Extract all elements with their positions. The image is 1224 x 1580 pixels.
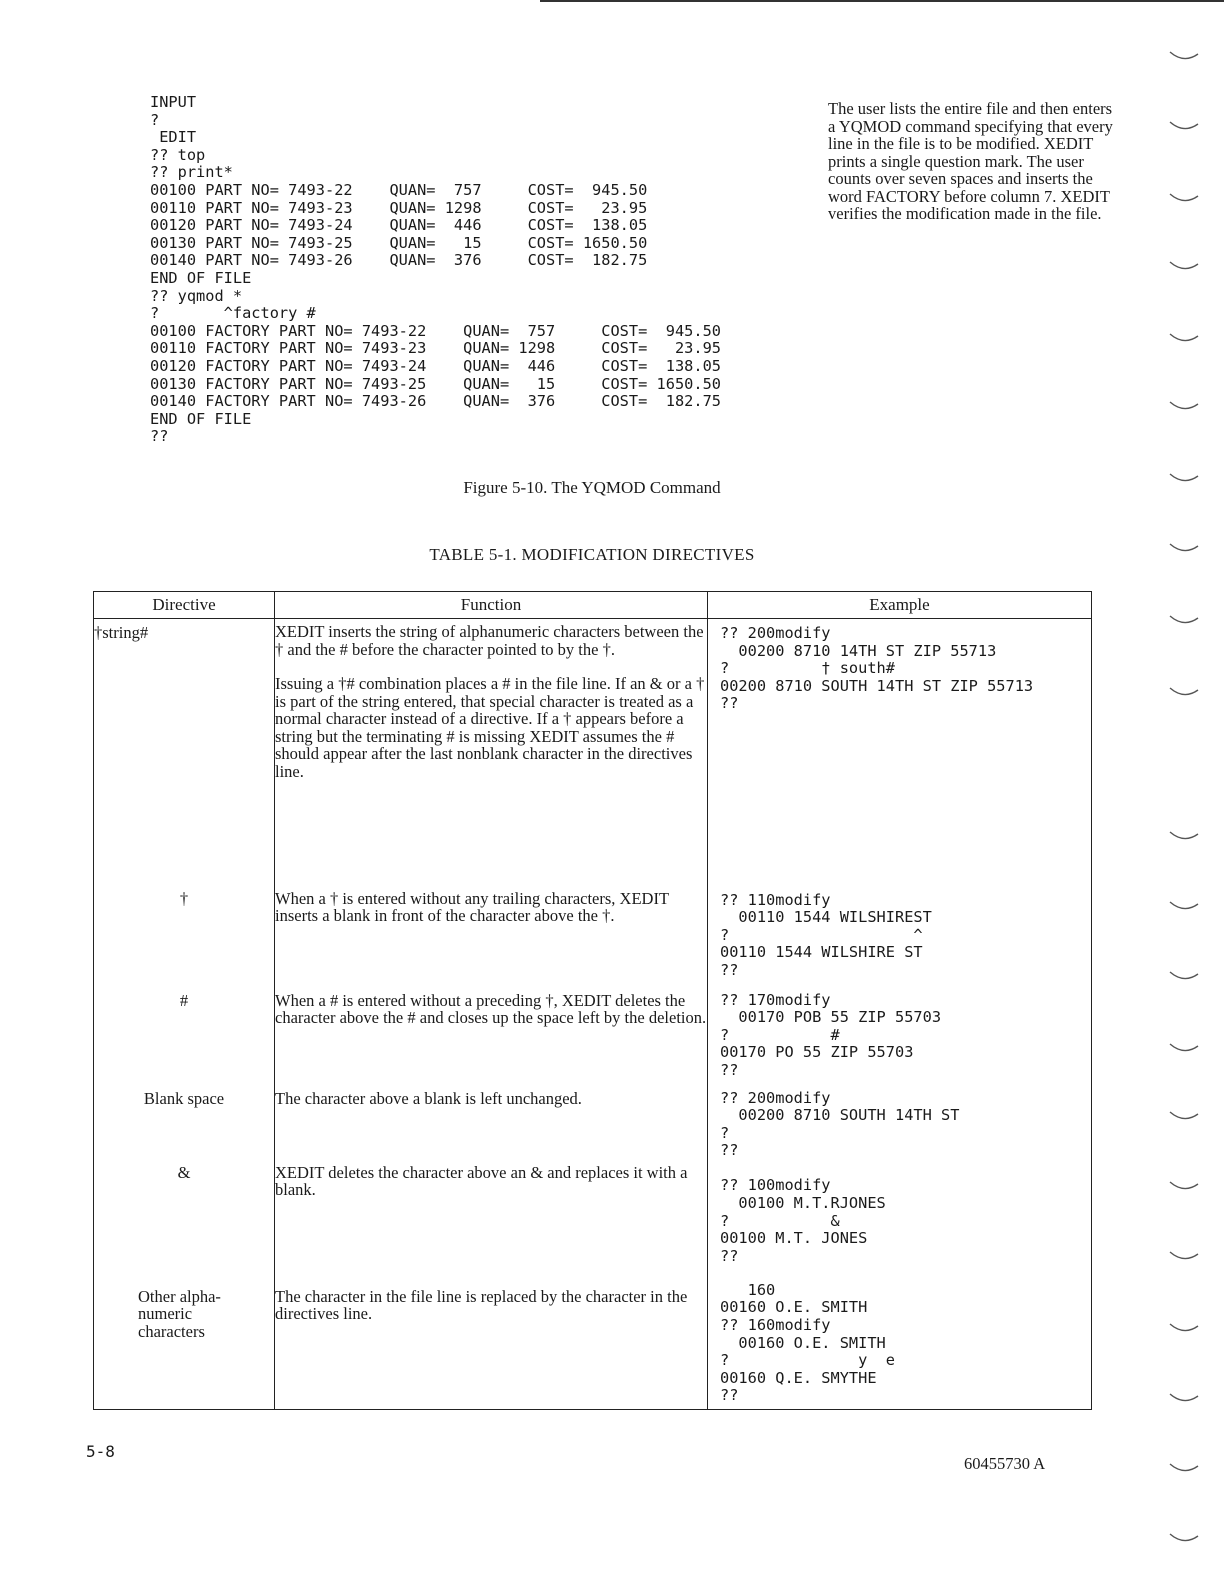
header-function: Function <box>275 592 708 619</box>
side-note <box>828 100 1118 223</box>
document-number: 60455730 A <box>964 1454 1046 1473</box>
function-text: When a † is entered without any trailing characters, XEDIT inserts a blank in front of the character above the †. <box>275 888 669 925</box>
directive-cell: Other alpha- numeric characters <box>94 1278 275 1410</box>
function-text: The character in the file line is replaced by the character in the directives line. <box>275 1286 688 1324</box>
function-cell <box>275 1160 708 1278</box>
directive-cell: † <box>94 886 275 990</box>
table-row <box>94 990 1092 1088</box>
binder-hole-mark <box>1168 190 1200 208</box>
side-note-text: The user lists the entire file and then enters a YQMOD command specifying that every line in the file is to be modified. XEDIT prints a single question mark. The user counts over seven spaces and inserts the word FACTORY before column 7. XEDIT verifies the modification made in the file. <box>828 99 1113 223</box>
example-cell <box>708 1160 1092 1278</box>
function-text: XEDIT deletes the character above an & and replaces it with a blank. <box>275 1162 688 1200</box>
binder-hole-mark <box>1168 48 1200 66</box>
table-row <box>94 1088 1092 1160</box>
header-example: Example <box>708 592 1092 619</box>
binder-hole-mark <box>1168 1178 1200 1196</box>
binder-hole-mark <box>1168 1320 1200 1338</box>
function-text: XEDIT inserts the string of alphanumeric characters between the † and the # before the character pointed to by the †. <box>275 622 704 659</box>
table-title: TABLE 5-1. MODIFICATION DIRECTIVES <box>429 545 755 564</box>
example-text: ?? 170modify 00170 POB 55 ZIP 55703 ? # 00170 PO 55 ZIP 55703 ?? <box>720 990 942 1079</box>
binder-hole-mark <box>1168 1530 1200 1548</box>
example-cell <box>708 990 1092 1088</box>
table-row <box>94 619 1092 886</box>
example-text: 160 00160 O.E. SMITH ?? 160modify 00160 O.E. SMITH ? y e 00160 Q.E. SMYTHE ?? <box>720 1280 895 1405</box>
directive-cell: # <box>94 990 275 1088</box>
directive-cell: †string# <box>94 619 275 886</box>
example-text: ?? 110modify 00110 1544 WILSHIREST ? ^ 00110 1544 WILSHIRE ST ?? <box>720 890 932 979</box>
example-text: ?? 200modify 00200 8710 14TH ST ZIP 55713 ? † south# 00200 8710 SOUTH 14TH ST ZIP 55713 ?? <box>720 624 1034 713</box>
binder-hole-mark <box>1168 968 1200 986</box>
binder-hole-mark <box>1168 330 1200 348</box>
terminal-session-listing: INPUT ? EDIT ?? top ?? print* 00100 PART NO= 7493-22 QUAN= 757 COST= 945.50 00110 PART NO= 7493-23 QUAN= 1298 COST= 23.95 00120 PART NO= 7493-24 QUAN= 446 COST= 138.05 00130 PART NO= 7493-25 QUAN= 15 COST= 1650.50 00140 PART NO= 7493-26 QUAN= 376 COST= 182.75 END OF FILE ?? yqmod * ? ^factory # 00100 FACTORY PART NO= 7493-22 QUAN= 757 COST= 945.50 00110 FACTORY PART NO= 7493-23 QUAN= 1298 COST= 23.95 00120 FACTORY PART NO= 7493-24 QUAN= 446 COST= 138.05 00130 FACTORY PART NO= 7493-25 QUAN= 15 COST= 1650.50 00140 FACTORY PART NO= 7493-26 QUAN= 376 COST= 182.75 END OF FILE ?? <box>150 93 721 446</box>
binder-hole-mark <box>1168 1460 1200 1478</box>
example-text: ?? 200modify 00200 8710 SOUTH 14TH ST ? ?? <box>720 1088 960 1160</box>
function-cell <box>275 1088 708 1160</box>
example-cell <box>708 619 1092 886</box>
function-cell <box>275 619 708 886</box>
table-header-row <box>94 592 1092 619</box>
table-row <box>94 1160 1092 1278</box>
binder-hole-mark <box>1168 898 1200 916</box>
function-cell <box>275 1278 708 1410</box>
example-cell <box>708 1088 1092 1160</box>
figure-caption: Figure 5-10. The YQMOD Command <box>463 478 721 497</box>
binder-hole-mark <box>1168 1248 1200 1266</box>
function-text: Issuing a †# combination places a # in the file line. If an & or a † is part of the string entered, that special character is treated as a normal character instead of a directive. If a † appears before a string but the terminating # is missing XEDIT assumes the # should appear after the last nonblank character in the directives line. <box>275 674 705 781</box>
table-row <box>94 886 1092 990</box>
binder-hole-mark <box>1168 398 1200 416</box>
binder-hole-mark <box>1168 1390 1200 1408</box>
page-number: 5-8 <box>86 1442 115 1461</box>
directive-cell: & <box>94 1160 275 1278</box>
example-cell <box>708 1278 1092 1410</box>
binder-hole-mark <box>1168 828 1200 846</box>
function-text: The character above a blank is left unchanged. <box>275 1088 582 1108</box>
binder-hole-mark <box>1168 540 1200 558</box>
function-cell <box>275 990 708 1088</box>
binder-hole-mark <box>1168 612 1200 630</box>
example-text: ?? 100modify 00100 M.T.RJONES ? & 00100 M.T. JONES ?? <box>720 1176 886 1265</box>
binder-hole-mark <box>1168 470 1200 488</box>
binder-hole-mark <box>1168 258 1200 276</box>
header-directive: Directive <box>94 592 275 619</box>
modification-directives-table <box>93 591 1092 1410</box>
binder-hole-mark <box>1168 684 1200 702</box>
top-rule <box>540 0 1224 2</box>
function-cell <box>275 886 708 990</box>
binder-hole-mark <box>1168 1108 1200 1126</box>
binder-hole-mark <box>1168 118 1200 136</box>
table-row <box>94 1278 1092 1410</box>
example-cell <box>708 886 1092 990</box>
function-text: When a # is entered without a preceding †, XEDIT deletes the character above the # and closes up the space left by the deletion. <box>275 990 707 1027</box>
directive-cell: Blank space <box>94 1088 275 1160</box>
binder-hole-mark <box>1168 1040 1200 1058</box>
